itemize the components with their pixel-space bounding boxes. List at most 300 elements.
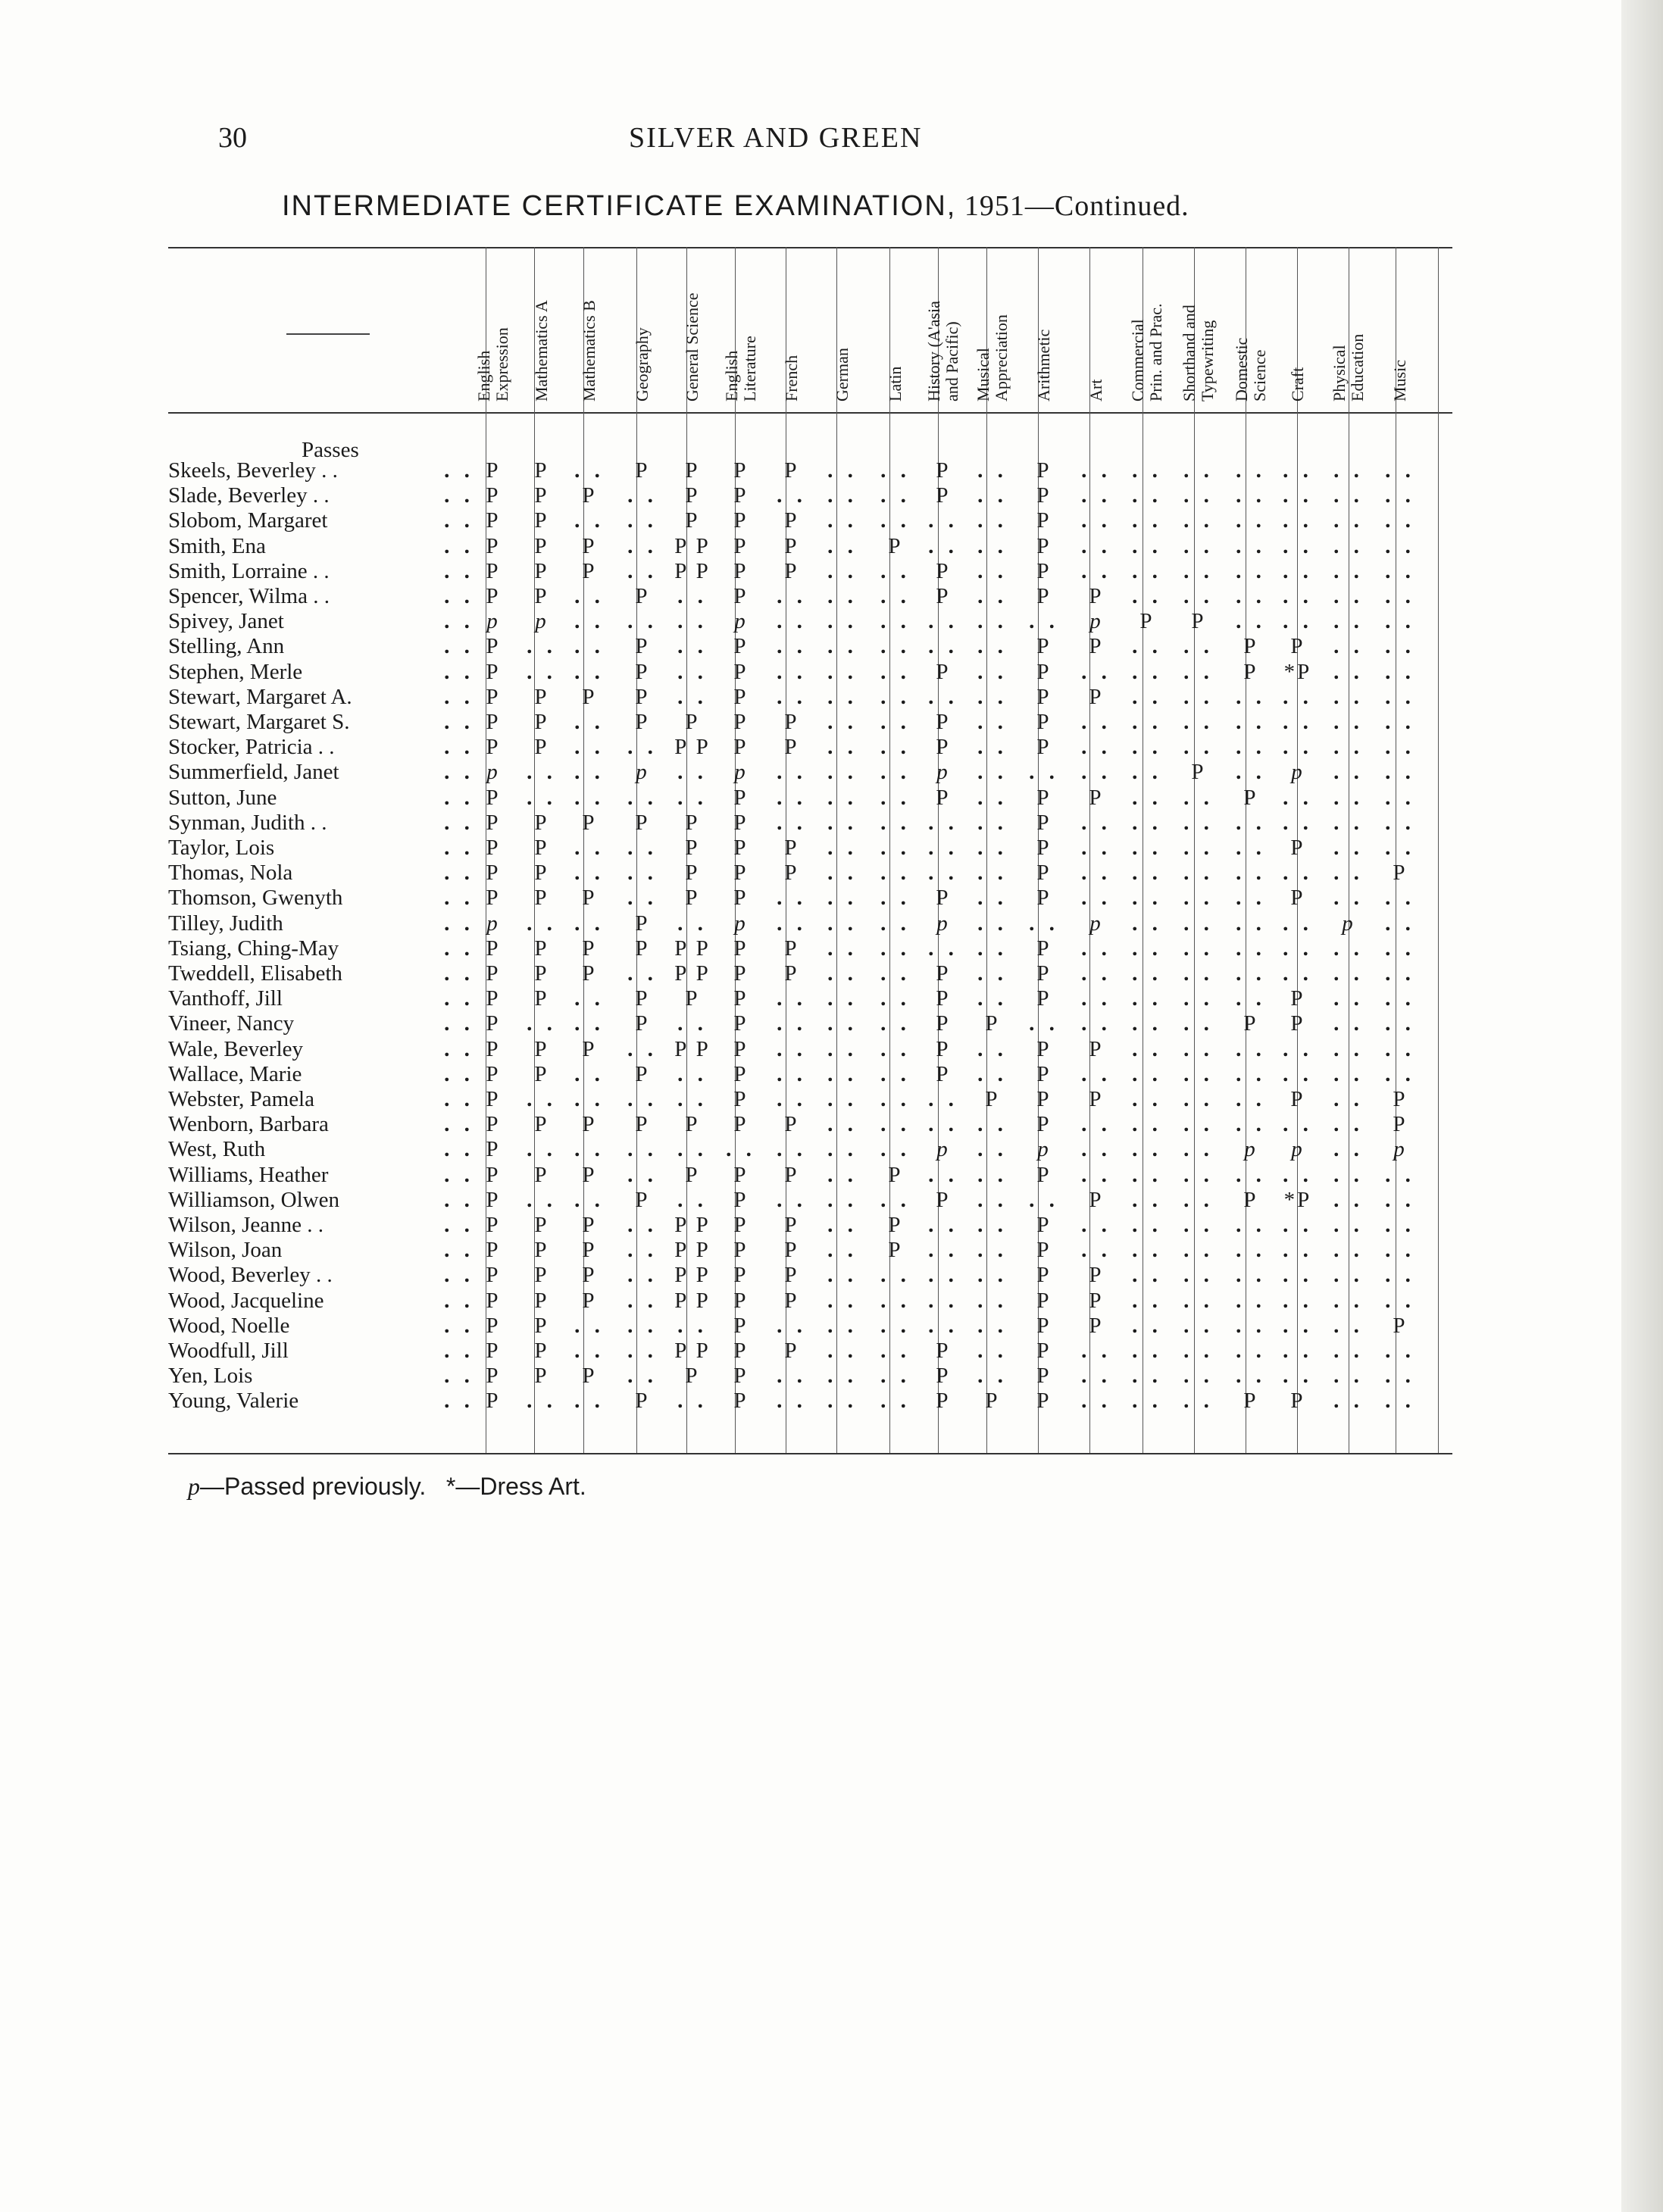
result-cell: . . [1385,1288,1415,1313]
result-cell: P [733,1213,749,1237]
result-cell: . . [677,1087,708,1111]
result-cell: P [733,483,749,508]
result-cell: . . [1333,1061,1364,1086]
result-cell: P [1036,659,1052,684]
result-cell: P [582,886,597,911]
result-cell: . . [1385,659,1415,684]
result-cell: P [1036,1389,1052,1414]
column-header-line: Craft [1288,367,1307,401]
result-cell: . . [1236,1061,1266,1086]
result-cell: P [582,936,597,961]
column-header [925,301,961,401]
result-cell: P [936,1011,951,1036]
result-cell: P [985,1389,1000,1414]
result-cell: . . [574,1389,605,1414]
student-name: Woodfull, Jill [168,1339,289,1363]
result-cell: . . [1236,760,1266,785]
result-cell: P [582,1213,597,1237]
result-cell: . . [880,609,911,634]
result-cell: . . [1132,684,1162,709]
result-cell: . . [574,1313,605,1338]
result-cell: P [784,836,799,860]
result-cell: . . [1132,810,1162,835]
result-cell: . . [1283,1036,1313,1061]
result-cell: . . [977,1313,1008,1338]
result-cell: P [486,785,501,810]
result-cell: P [685,836,700,860]
result-cell: . . [777,1087,807,1111]
result-cell: P [685,710,700,734]
result-cell: P [733,1011,749,1036]
result-cell: p [486,911,500,936]
result-cell: P [486,508,501,533]
result-cell: P [486,810,501,835]
result-cell: . . [1385,609,1415,634]
result-cell: . . [827,1389,858,1414]
result-cell: P [1191,760,1206,785]
result-cell: P [486,634,501,659]
result-cell: . . [1333,1263,1364,1288]
result-cell: . . [1132,458,1162,483]
result-cell: P [1036,785,1052,810]
result-cell: . . [1333,1238,1364,1263]
result-cell: . . [777,584,807,608]
result-cell: P [1243,634,1258,659]
result-cell: . . [880,508,911,533]
result-cell: P [1290,1389,1305,1414]
result-cell: . . [1236,1238,1266,1263]
result-cell: P [486,735,501,760]
result-cell: . . [977,1288,1008,1313]
result-cell: P [1089,1036,1104,1061]
column-header-line: Shorthand and [1180,305,1199,401]
result-cell: . . [827,911,858,936]
result-cell: . . [1132,1061,1162,1086]
column-header [1129,303,1165,401]
result-cell: . . [880,936,911,961]
result-cell: P [685,810,700,835]
leader-dots: . . [444,684,474,709]
result-cell: P [936,1339,951,1363]
column-header-line: English [722,350,741,401]
result-cell: . . [1183,684,1214,709]
result-cell: . . [677,1389,708,1414]
student-name: Smith, Ena [168,533,266,558]
result-cell: . . [527,1137,557,1162]
result-cell: . . [827,684,858,709]
result-cell: P [534,710,549,734]
column-header [533,300,551,401]
result-cell: . . [1283,1162,1313,1187]
result-cell: . . [1183,1313,1214,1338]
result-cell: . . [1283,810,1313,835]
result-cell: . . [1183,1187,1214,1212]
result-cell: P [1290,1087,1305,1111]
result-cell: . . [880,986,911,1011]
result-cell: P [784,1288,799,1313]
result-cell: . . [977,684,1008,709]
result-cell: . . [977,1263,1008,1288]
result-cell: . . [928,1313,958,1338]
leader-dots: . . [444,961,474,986]
result-cell: P [685,886,700,911]
result-cell: . . [574,659,605,684]
result-cell: . . [1283,710,1313,734]
result-cell: . . [677,584,708,608]
result-cell: P [733,810,749,835]
result-cell: . . [1333,1187,1364,1212]
result-cell: . . [1183,1364,1214,1389]
result-cell: . . [1183,483,1214,508]
result-cell: P [936,710,951,734]
result-cell: . . [1283,458,1313,483]
result-cell: . . [1183,1238,1214,1263]
column-header [886,367,905,401]
result-cell: . . [1236,1288,1266,1313]
result-cell: . . [1132,1036,1162,1061]
result-cell: . . [1333,961,1364,986]
result-cell: P [1036,1036,1052,1061]
column-header-line: Literature [740,336,759,401]
result-cell: . . [1283,558,1313,583]
result-cell: P [635,584,650,608]
result-cell: . . [977,1061,1008,1086]
result-cell: P [936,1061,951,1086]
student-name: Synman, Judith . . [168,810,327,835]
result-cell: . . [977,785,1008,810]
column-header-line: Physical [1330,345,1349,401]
result-cell: P [1089,1313,1104,1338]
column-header-line: Appreciation [992,314,1011,401]
result-cell: . . [1081,1389,1111,1414]
result-cell: . . [1236,836,1266,860]
result-cell: . . [777,1036,807,1061]
result-cell: . . [677,659,708,684]
result-cell: P [1036,1238,1052,1263]
leader-dots: . . [444,861,474,886]
result-cell: P [784,735,799,760]
result-cell: . . [627,1364,658,1389]
result-cell: . . [827,1364,858,1389]
result-cell: P [936,886,951,911]
result-cell: p [936,760,950,785]
result-cell: . . [1385,1187,1415,1212]
result-cell: . . [1081,1238,1111,1263]
result-cell: P [888,1213,903,1237]
result-cell: P [534,1263,549,1288]
result-cell: . . [1385,684,1415,709]
result-cell: . . [827,1162,858,1187]
result-cell: . . [880,1263,911,1288]
result-cell: p [1393,1137,1407,1162]
result-cell: . . [1385,458,1415,483]
result-cell: P [635,1112,650,1137]
result-cell: *P [1283,659,1312,684]
column-header-line: Mathematics B [580,300,599,401]
result-cell: . . [827,1313,858,1338]
result-cell: . . [928,1213,958,1237]
student-name: Spivey, Janet [168,609,284,634]
result-cell: P [534,1213,549,1237]
table-bottom-rule [168,1453,1452,1454]
result-cell: . . [1081,810,1111,835]
result-cell: . . [1183,1137,1214,1162]
subtitle-main: INTERMEDIATE CERTIFICATE EXAMINATION, [282,190,957,222]
result-cell: . . [1333,810,1364,835]
result-cell: . . [1029,1011,1059,1036]
result-cell: . . [1236,684,1266,709]
result-cell: . . [1132,785,1162,810]
result-cell: . . [677,634,708,659]
result-cell: . . [1132,1238,1162,1263]
result-cell: . . [777,1364,807,1389]
result-cell: . . [1283,1288,1313,1313]
result-cell: . . [1333,936,1364,961]
result-cell: . . [1132,936,1162,961]
result-cell: . . [1081,533,1111,558]
result-cell: p [1244,1137,1258,1162]
result-cell: . . [1385,1036,1415,1061]
result-cell: P [733,861,749,886]
result-cell: . . [1283,1238,1313,1263]
result-cell: . . [1081,936,1111,961]
result-cell: . . [827,1137,858,1162]
result-cell: . . [1029,760,1059,785]
result-cell: . . [977,710,1008,734]
result-cell: P [685,458,700,483]
result-cell: . . [827,986,858,1011]
result-cell: . . [1132,886,1162,911]
result-cell: . . [977,961,1008,986]
result-cell: . . [827,861,858,886]
result-cell: P [733,1313,749,1338]
result-cell: . . [1385,836,1415,860]
result-cell: . . [627,508,658,533]
result-cell: P [635,684,650,709]
result-cell: . . [827,1238,858,1263]
result-cell: . . [1236,1313,1266,1338]
result-cell: . . [977,810,1008,835]
result-cell: P [486,1112,501,1137]
result-cell: . . [1333,1364,1364,1389]
result-cell: P [486,886,501,911]
result-cell: . . [977,1162,1008,1187]
result-cell: . . [977,1137,1008,1162]
result-cell: . . [1236,1339,1266,1363]
result-cell: . . [1132,760,1162,785]
result-cell: . . [977,1238,1008,1263]
result-cell: . . [928,810,958,835]
result-cell: P [1089,684,1104,709]
result-cell: . . [1385,634,1415,659]
student-name: Young, Valerie [168,1389,299,1414]
result-cell: P [1036,961,1052,986]
result-cell: P [936,785,951,810]
result-cell: P [486,483,501,508]
result-cell: *P [1283,1187,1312,1212]
result-cell: . . [1081,1213,1111,1237]
result-cell: . . [527,760,557,785]
column-header-line: English [474,350,493,401]
footnote-star-text: *—Dress Art. [445,1473,586,1500]
result-cell: . . [827,508,858,533]
result-cell: P [1036,1112,1052,1137]
result-cell: . . [827,785,858,810]
result-cell: . . [777,785,807,810]
result-cell: . . [880,1339,911,1363]
result-cell: . . [880,911,911,936]
result-cell: . . [677,1011,708,1036]
footnote [188,1473,586,1501]
result-cell: P [936,584,951,608]
student-name: Stelling, Ann [168,634,285,659]
result-cell: . . [827,735,858,760]
leader-dots: . . [444,1061,474,1086]
result-cell: P [936,735,951,760]
result-cell: P [534,1112,549,1137]
result-cell: . . [1132,911,1162,936]
leader-dots: . . [444,1162,474,1187]
result-cell: . . [574,861,605,886]
result-cell: P [1036,1061,1052,1086]
result-cell: P [784,1112,799,1137]
result-cell: P [534,1288,549,1313]
leader-dots: . . [444,1263,474,1288]
student-name: Stewart, Margaret A. [168,684,352,709]
result-cell: . . [1183,1112,1214,1137]
result-cell: . . [1333,1112,1364,1137]
result-cell: . . [928,861,958,886]
footnote-p-text: —Passed previously. [200,1473,427,1500]
result-cell: P [486,710,501,734]
result-cell: . . [1081,558,1111,583]
result-cell: . . [1333,1137,1364,1162]
result-cell: P [1243,1011,1258,1036]
column-header [974,314,1011,401]
result-cell: P [582,1238,597,1263]
result-cell: P [534,1061,549,1086]
result-cell: . . [1081,1112,1111,1137]
result-cell: . . [1236,810,1266,835]
result-cell: . . [1283,609,1313,634]
result-cell: P [1139,609,1155,634]
result-cell: . . [1132,1313,1162,1338]
result-cell: . . [1236,936,1266,961]
result-cell: . . [1081,760,1111,785]
result-cell: . . [1333,1288,1364,1313]
result-cell: P [1036,836,1052,860]
result-cell: . . [627,961,658,986]
result-cell: . . [1236,986,1266,1011]
result-cell: . . [1236,710,1266,734]
result-cell: P [685,1112,700,1137]
result-cell: P [635,710,650,734]
page-number: 30 [218,122,247,154]
result-cell: P [635,1187,650,1212]
student-name: Wilson, Jeanne . . [168,1213,324,1237]
result-cell: . . [1132,1389,1162,1414]
result-cell: . . [1132,1162,1162,1187]
result-cell: . . [677,1061,708,1086]
result-cell: . . [1385,911,1415,936]
student-name: Tweddell, Elisabeth [168,961,342,986]
leader-dots: . . [444,1238,474,1263]
result-cell: . . [1183,986,1214,1011]
result-cell: . . [977,735,1008,760]
result-cell: P [635,659,650,684]
result-cell: . . [1183,1389,1214,1414]
result-cell: P [1036,533,1052,558]
result-cell: P [1290,634,1305,659]
result-cell: . . [880,1137,911,1162]
student-name: Stocker, Patricia . . [168,735,335,760]
result-cell: . . [827,936,858,961]
result-cell: . . [1236,584,1266,608]
leader-dots: . . [444,1389,474,1414]
result-cell: P [486,1187,501,1212]
result-cell: P [784,710,799,734]
result-cell: P [582,1263,597,1288]
result-cell: . . [1236,886,1266,911]
result-cell: P [685,508,700,533]
column-header [580,300,599,401]
result-cell: . . [827,609,858,634]
result-cell: . . [1183,1087,1214,1111]
result-cell: . . [1236,508,1266,533]
result-cell: P [1393,1112,1408,1137]
result-cell: P [582,961,597,986]
result-cell: . . [1183,458,1214,483]
result-cell: . . [928,836,958,860]
result-cell: . . [1333,836,1364,860]
result-cell: P [582,533,597,558]
result-cell: . . [1283,533,1313,558]
result-cell: . . [1333,483,1364,508]
result-cell: . . [574,911,605,936]
result-cell: . . [928,1112,958,1137]
result-cell: . . [777,886,807,911]
column-header [783,355,801,401]
result-cell: p [734,911,748,936]
result-cell: P [733,458,749,483]
result-cell: . . [977,659,1008,684]
result-cell: . . [977,1036,1008,1061]
column-header-line: Music [1390,360,1409,401]
student-name: Vanthoff, Jill [168,986,283,1011]
result-cell: P [685,1364,700,1389]
result-cell: P [1036,1162,1052,1187]
result-cell: . . [1081,1137,1111,1162]
result-cell: . . [574,584,605,608]
result-cell: P P [674,1036,711,1061]
result-cell: . . [1236,483,1266,508]
column-header-line: Commercial [1128,319,1147,401]
result-cell: . . [1183,861,1214,886]
result-cell: p [1089,911,1103,936]
result-cell: . . [1333,1011,1364,1036]
result-cell: . . [1333,1339,1364,1363]
result-cell: . . [1183,558,1214,583]
leader-dots: . . [444,1112,474,1137]
result-cell: . . [1385,1162,1415,1187]
leader-dots: . . [444,911,474,936]
result-cell: . . [880,710,911,734]
result-cell: . . [977,1213,1008,1237]
result-cell: . . [1333,710,1364,734]
leader-dots: . . [444,508,474,533]
result-cell: P [534,1313,549,1338]
result-cell: P [486,1061,501,1086]
